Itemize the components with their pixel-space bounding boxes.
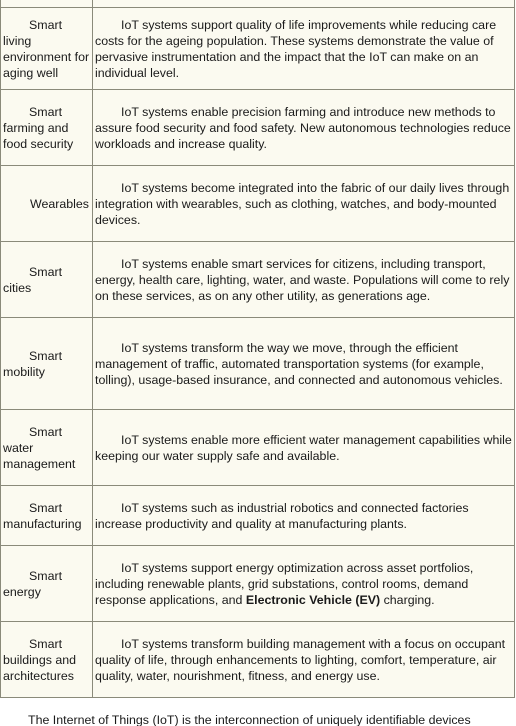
table-row xyxy=(1,546,515,622)
description-cell xyxy=(93,242,515,318)
description-text: IoT systems enable more efficient water management capabilities while keeping our water supply safe and available. xyxy=(95,432,512,463)
area-label-rest: energy xyxy=(3,584,41,599)
description-text: IoT systems transform the way we move, through the efficient management of traffic, automated transportation systems (for example, tolling), usage-based insurance, and connected and autonomous vehicles. xyxy=(95,340,503,387)
area-label-first: Wearables xyxy=(30,196,90,211)
area-cell xyxy=(1,486,93,546)
area-cell xyxy=(1,318,93,410)
area-label-first: Smart xyxy=(29,17,63,32)
description-cell xyxy=(93,622,515,698)
area-label-rest: water management xyxy=(3,440,76,471)
description-bold-term: Electronic Vehicle (EV) xyxy=(245,592,381,607)
area-cell xyxy=(1,8,93,90)
description-text: IoT systems such as industrial robotics and connected factories increase productivity and quality at manufacturing plants. xyxy=(95,500,469,531)
description-cell xyxy=(93,486,515,546)
area-cell xyxy=(1,546,93,622)
description-cell xyxy=(93,546,515,622)
table-row xyxy=(1,410,515,486)
table-row xyxy=(1,90,515,166)
description-cell xyxy=(93,8,515,90)
description-text: IoT systems become integrated into the fabric of our daily lives through integration with wearables, such as clothing, watches, and body-mounted devices. xyxy=(95,180,510,227)
table-row xyxy=(1,486,515,546)
description-cell xyxy=(93,318,515,410)
description-text: IoT systems transform building management with a focus on occupant quality of life, through enhancements to lighting, comfort, temperature, air quality, water, nourishment, fitness, and energy use. xyxy=(95,636,506,683)
area-label-rest: living environment for aging well xyxy=(3,33,90,80)
table-row xyxy=(1,0,515,8)
area-label-rest: cities xyxy=(3,280,32,295)
area-cell xyxy=(1,166,93,242)
area-label-first: Smart xyxy=(29,424,63,439)
area-label-rest: farming and food security xyxy=(3,120,74,151)
table-row xyxy=(1,622,515,698)
area-label-first: Smart xyxy=(29,348,63,363)
description-cell xyxy=(93,0,515,8)
area-label-first: Smart xyxy=(29,500,63,515)
description-text-tail: charging. xyxy=(380,592,435,607)
area-label-first: Smart xyxy=(29,264,63,279)
footer-paragraph: The Internet of Things (IoT) is the interconnection of uniquely identifiable devices xyxy=(28,713,471,726)
description-cell xyxy=(93,166,515,242)
area-cell xyxy=(1,242,93,318)
area-label-first: Smart xyxy=(29,636,63,651)
area-cell xyxy=(1,622,93,698)
description-cell xyxy=(93,410,515,486)
description-text: IoT systems enable precision farming and introduce new methods to assure food security and food safety. New autonomous technologies reduce workloads and increase quality. xyxy=(95,104,511,151)
table-row xyxy=(1,242,515,318)
description-text: IoT systems support quality of life improvements while reducing care costs for the ageing population. These systems demonstrate the value of pervasive instrumentation and the impact that the IoT can make on an individual level. xyxy=(95,17,497,80)
table-row xyxy=(1,318,515,410)
area-cell xyxy=(1,0,93,8)
description-text: IoT systems enable smart services for citizens, including transport, energy, health care, lighting, water, and waste. Populations will come to rely on these services, as on any other utility, as generations age. xyxy=(95,256,510,303)
area-label-rest: buildings and architectures xyxy=(3,652,77,683)
area-label-first: Smart xyxy=(29,104,63,119)
area-label-rest: manufacturing xyxy=(3,516,82,531)
area-cell xyxy=(1,410,93,486)
description-cell xyxy=(93,90,515,166)
area-label-rest: mobility xyxy=(3,364,45,379)
area-label-first: Smart xyxy=(29,568,63,583)
area-cell xyxy=(1,90,93,166)
table-row xyxy=(1,8,515,90)
table-row xyxy=(1,166,515,242)
description-text: IoT systems support energy optimization across asset portfolios, including renewable plants, grid substations, control rooms, demand response applications, and xyxy=(95,560,474,607)
